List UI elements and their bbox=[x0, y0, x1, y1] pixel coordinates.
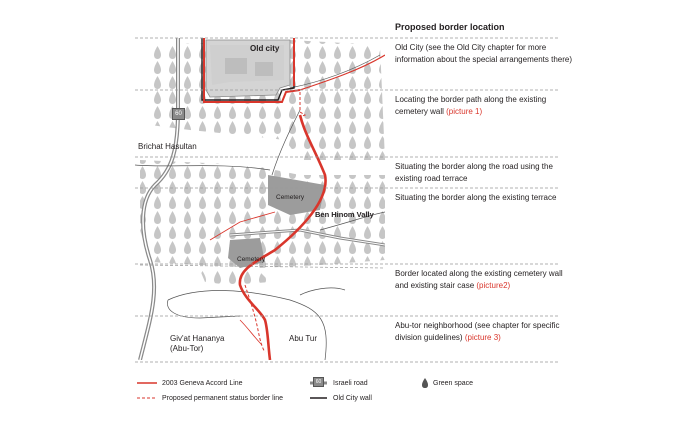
panel-title: Proposed border location bbox=[395, 22, 505, 32]
note-text: Border located along the existing cemetery wall and existing stair case bbox=[395, 269, 563, 290]
abu-tur-label: Abu Tur bbox=[289, 334, 318, 343]
legend-israeli-road: Israeli road bbox=[333, 380, 368, 387]
note-text: Situating the border along the road using the existing road terrace bbox=[395, 162, 553, 183]
picture-3-link[interactable]: (picture 3) bbox=[464, 333, 501, 342]
cemetery-label-2: Cemetery bbox=[237, 256, 266, 263]
note-road-terrace bbox=[395, 161, 575, 185]
note-text: Locating the border path along the existing cemetery wall bbox=[395, 95, 547, 116]
note-cemetery-wall bbox=[395, 94, 575, 118]
legend-road-badge: 60 bbox=[313, 377, 324, 387]
note-abu-tor bbox=[395, 320, 575, 344]
road-60-badge: 60 bbox=[172, 108, 185, 120]
picture-1-link[interactable]: (picture 1) bbox=[446, 107, 483, 116]
abu-tor-paren-label: (Abu-Tor) bbox=[170, 344, 204, 353]
note-text: Situating the border along the existing terrace bbox=[395, 193, 557, 202]
note-text: Abu-tor neighborhood (see chapter for specific division guidelines) bbox=[395, 321, 560, 342]
ben-hinom-label: Ben Hinom Vally bbox=[315, 210, 374, 219]
tree-icon bbox=[422, 378, 428, 388]
note-text: Old City (see the Old City chapter for more information about the special arrangements there) bbox=[395, 43, 572, 64]
legend-old-city-wall: Old City wall bbox=[333, 395, 372, 402]
note-existing-terrace bbox=[395, 192, 575, 204]
note-old-city bbox=[395, 42, 575, 66]
green-space-area bbox=[200, 270, 270, 285]
brichat-label: Brichat Hasultan bbox=[138, 142, 197, 151]
old-city-label: Old city bbox=[250, 44, 280, 53]
proposed-border-line bbox=[245, 285, 265, 352]
cemetery-label-1: Cemetery bbox=[276, 194, 305, 201]
legend-geneva: 2003 Geneva Accord Line bbox=[162, 380, 243, 387]
proposed-border-line bbox=[240, 320, 262, 345]
note-stair-case bbox=[395, 268, 575, 292]
legend-green-space: Green space bbox=[433, 380, 474, 387]
legend-proposed: Proposed permanent status border line bbox=[162, 395, 284, 402]
picture-2-link[interactable]: (picture2) bbox=[476, 281, 511, 290]
givat-hananya-label: Giv'at Hananya bbox=[170, 334, 225, 343]
